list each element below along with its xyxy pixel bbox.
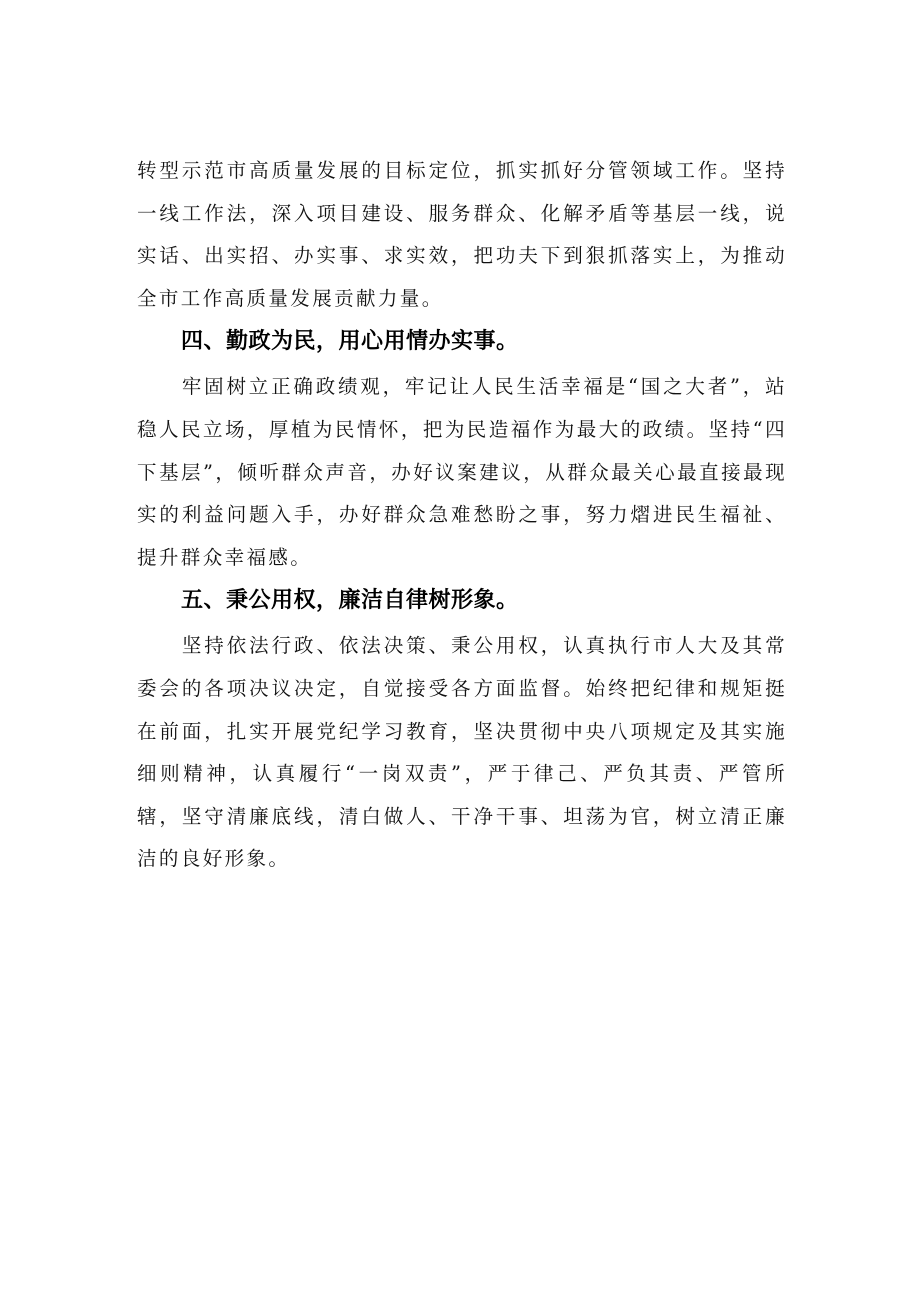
section-5-paragraph: 坚持依法行政、依法决策、秉公用权，认真执行市人大及其常委会的各项决议决定，自觉接受各方面监督。始终把纪律和规矩挺在前面，扎实开展党纪学习教育，坚决贯彻中央八项规定及其实施细则精神，认真履行“一岗双责”，严于律己、严负其责、严管所辖，坚守清廉底线，清白做人、干净干事、坦荡为官，树立清正廉洁的良好形象。 [137, 634, 787, 871]
document-body [137, 150, 787, 881]
section-4-paragraph: 牢固树立正确政绩观，牢记让人民生活幸福是“国之大者”，站稳人民立场，厚植为民情怀，把为民造福作为最大的政绩。坚持“四下基层”，倾听群众声音，办好议案建议，从群众最关心最直接最现实的利益问题入手，办好群众急难愁盼之事，努力熠进民生福祉、提升群众幸福感。 [137, 375, 787, 569]
section-5-heading: 五、秉公用权，廉洁自律树形象。 [181, 588, 519, 614]
section-4-heading: 四、勤政为民，用心用情办实事。 [181, 329, 519, 355]
continued-paragraph: 转型示范市高质量发展的目标定位，抓实抓好分管领域工作。坚持一线工作法，深入项目建设、服务群众、化解矛盾等基层一线，说实话、出实招、办实事、求实效，把功夫下到狠抓落实上，为推动全市工作高质量发展贡献力量。 [137, 159, 787, 310]
